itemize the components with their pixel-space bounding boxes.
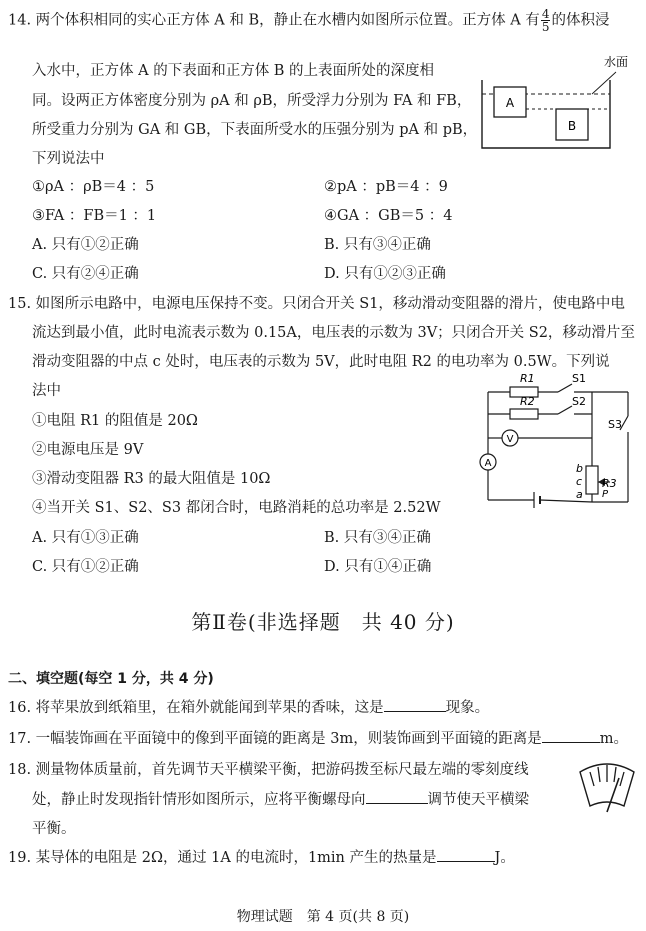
q18-line2: 处，静止时发现指针情形如图所示，应将平衡螺母向 调节使天平横梁 bbox=[32, 788, 529, 809]
s1-label: S1 bbox=[572, 372, 586, 385]
terminal-c-label: c bbox=[576, 475, 583, 488]
section-title: 第Ⅱ卷(非选择题 共 40 分) bbox=[191, 610, 455, 634]
r3-label: R3 bbox=[602, 477, 617, 490]
terminal-a-label: a bbox=[576, 488, 583, 501]
q15-line2: 流达到最小值，此时电流表示数为 0.15A，电压表的示数为 3V；只闭合开关 S2，移动滑片至 bbox=[32, 325, 635, 341]
q14-water-tank-figure bbox=[476, 50, 638, 154]
r2-label: R2 bbox=[520, 395, 535, 408]
fill-in-section-heading: 二、填空题(每空 1 分，共 4 分) bbox=[8, 671, 214, 687]
ammeter-label: A bbox=[484, 458, 492, 469]
q18-line1: 18. 测量物体质量前，首先调节天平横梁平衡，把游码拨至标尺最左端的零刻度线 bbox=[8, 762, 529, 778]
q15-statement-1: ①电阻 R1 的阻值是 20Ω bbox=[32, 413, 198, 429]
q15-statement-2: ②电源电压是 9V bbox=[32, 442, 144, 458]
q14-line5: 下列说法中 bbox=[32, 151, 105, 167]
q15-line1: 15. 如图所示电路中，电源电压保持不变。只闭合开关 S1，移动滑动变阻器的滑片，使电路中电 bbox=[8, 296, 625, 312]
q14-fraction: $\frac{4}{5}$ bbox=[541, 7, 550, 34]
page-footer: 物理试题 第 4 页(共 8 页) bbox=[236, 909, 410, 925]
q15-circuit-figure bbox=[468, 370, 640, 516]
q14-line1: 14. 两个体积相同的实心正方体 A 和 B，静止在水槽内如图所示位置。正方体 A 有 $\frac{4}{5}$ 的体积浸 bbox=[8, 7, 610, 34]
q18-line3: 平衡。 bbox=[32, 821, 76, 837]
s2-label: S2 bbox=[572, 395, 586, 408]
cube-b-label: B bbox=[567, 119, 577, 133]
q16-answer-blank[interactable] bbox=[384, 697, 446, 712]
q19-answer-blank[interactable] bbox=[437, 847, 495, 862]
q15-statement-3: ③滑动变阻器 R3 的最大阻值是 10Ω bbox=[32, 471, 271, 487]
q16-line: 16. 将苹果放到纸箱里，在箱外就能闻到苹果的香味，这是 现象。 bbox=[8, 696, 489, 717]
cube-a-label: A bbox=[505, 96, 515, 110]
terminal-b-label: b bbox=[576, 462, 583, 475]
q14-option-b: B. 只有③④正确 bbox=[324, 237, 431, 253]
q14-line3: 同。设两正方体密度分别为 ρA 和 ρB，所受浮力分别为 FA 和 FB， bbox=[32, 93, 472, 109]
q15-line3: 滑动变阻器的中点 c 处时，电压表的示数为 5V，此时电阻 R2 的电功率为 0.5W。下列说 bbox=[32, 354, 610, 370]
water-surface-label: 水面 bbox=[604, 55, 629, 69]
switch-s2 bbox=[558, 406, 572, 414]
r1-label: R1 bbox=[520, 372, 535, 385]
q14-line4: 所受重力分别为 GA 和 GB，下表面所受水的压强分别为 pA 和 pB， bbox=[32, 122, 478, 138]
q17-answer-blank[interactable] bbox=[542, 728, 600, 743]
water-label-leader bbox=[592, 72, 616, 94]
q14-option-c: C. 只有②④正确 bbox=[32, 266, 139, 282]
slider-p-label: P bbox=[602, 489, 609, 500]
q14-statement-1: ①ρA ：ρB＝4 ：5 bbox=[32, 179, 155, 195]
s3-label: S3 bbox=[608, 418, 622, 431]
q15-statement-4: ④当开关 S1、S2、S3 都闭合时，电路消耗的总功率是 2.52W bbox=[32, 500, 441, 516]
q18-answer-blank[interactable] bbox=[366, 789, 428, 804]
q15-option-d: D. 只有①④正确 bbox=[324, 559, 432, 575]
q15-option-b: B. 只有③④正确 bbox=[324, 530, 431, 546]
q14-statement-3: ③FA ：FB＝1 ：1 bbox=[32, 208, 157, 224]
q14-statement-2: ②pA ：pB＝4 ：9 bbox=[324, 179, 448, 195]
switch-s1 bbox=[558, 384, 572, 392]
rheostat-r3 bbox=[586, 466, 598, 494]
q17-line: 17. 一幅装饰画在平面镜中的像到平面镜的距离是 3m，则装饰画到平面镜的距离是 m。 bbox=[8, 727, 628, 748]
resistor-r2 bbox=[510, 409, 538, 419]
q14-statement-4: ④GA ：GB＝5 ：4 bbox=[324, 208, 453, 224]
q14-line2: 入水中，正方体 A 的下表面和正方体 B 的上表面所处的深度相 bbox=[32, 63, 435, 79]
q14-option-d: D. 只有①②③正确 bbox=[324, 266, 446, 282]
q19-line: 19. 某导体的电阻是 2Ω，通过 1A 的电流时，1min 产生的热量是 J。 bbox=[8, 846, 515, 867]
q15-option-c: C. 只有①②正确 bbox=[32, 559, 139, 575]
q14-option-a: A. 只有①②正确 bbox=[32, 237, 139, 253]
voltmeter-label: V bbox=[506, 434, 514, 445]
balance-pointer-figure bbox=[574, 752, 640, 818]
q15-line4: 法中 bbox=[32, 383, 61, 399]
q15-option-a: A. 只有①③正确 bbox=[32, 530, 139, 546]
